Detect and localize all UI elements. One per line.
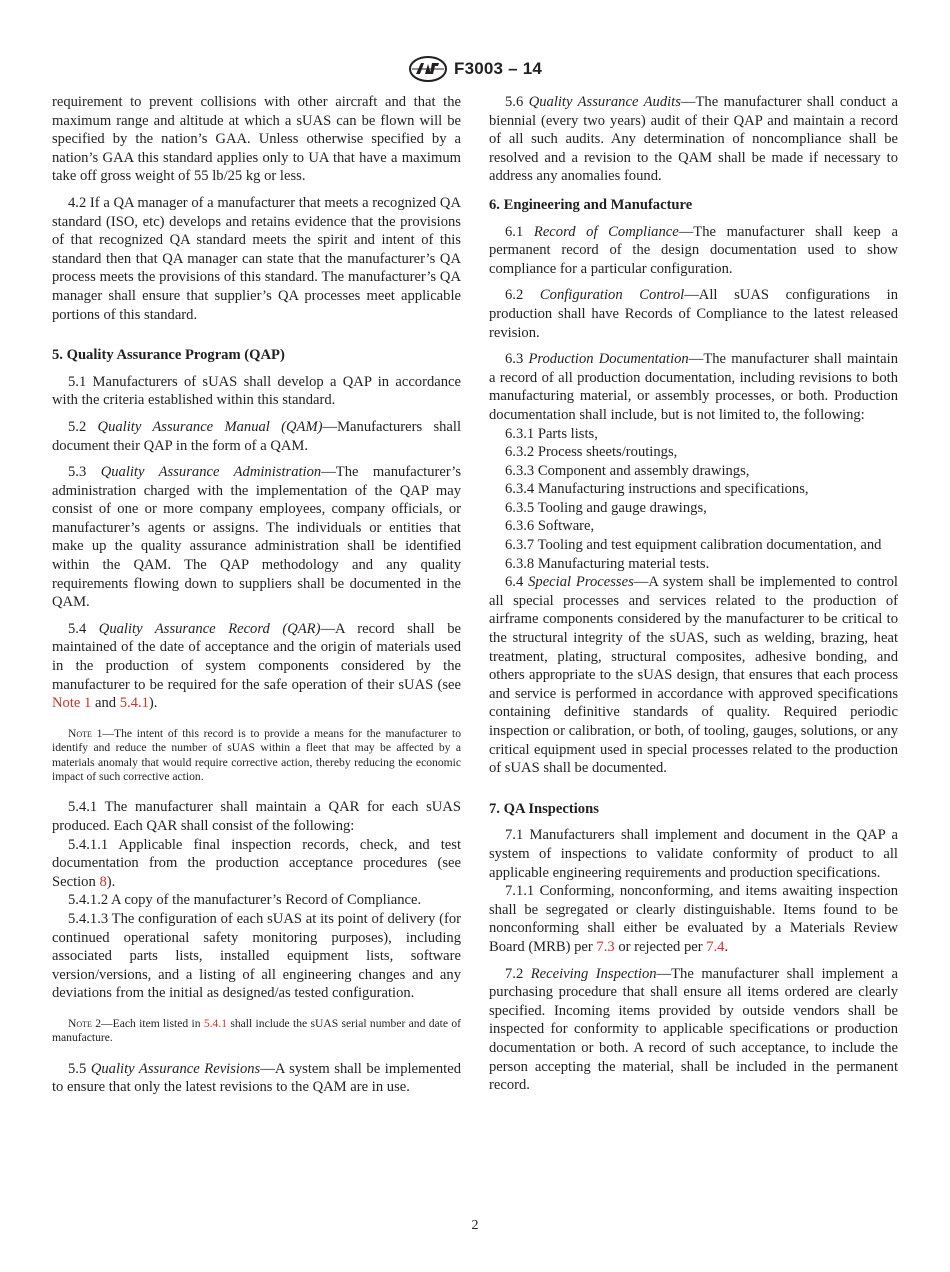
link-5-4-1[interactable]: 5.4.1 xyxy=(119,695,149,712)
link-note-1[interactable]: Note 1 xyxy=(52,695,92,712)
standard-designation: F3003 – 14 xyxy=(453,59,542,78)
note-1: Note 1—The intent of this record is to provide a means for the manufacturer to identify and reduce the number of sUAS within a fleet that may be affected by a materials anomaly that would require corrective action, thereby reducing the economic impact of such corrective action. xyxy=(52,726,461,784)
section-6-heading: 6. Engineering and Manufacture xyxy=(489,196,693,213)
paragraph-5-5: 5.5 Quality Assurance Revisions—A system shall be implemented to ensure that only the latest revisions to the QAM are in use. xyxy=(52,1060,461,1096)
paragraph-6-1: 6.1 Record of Compliance—The manufacturer shall keep a permanent record of the design documentation used to show compliance for a particular configuration. xyxy=(489,223,898,277)
list-item: 6.3.1 Parts lists, xyxy=(505,425,598,442)
list-item: 6.3.4 Manufacturing instructions and specifications, xyxy=(505,481,809,498)
paragraph-5-3: 5.3 Quality Assurance Administration—The manufacturer’s administration charged with the implementation of the QAP may consist of one or more company employees, company officials, or manufacturer’s agents or assigns. The individuals or entities that make up the quality assurance administration shall be identified within the QAM. The QAP methodology and any quality requirements flowing down to suppliers shall be documented in the QAM. xyxy=(52,464,461,611)
section-5-heading: 5. Quality Assurance Program (QAP) xyxy=(52,347,285,364)
list-item: 6.3.8 Manufacturing material tests. xyxy=(505,555,710,572)
paragraph-6-3: 6.3 Production Documentation—The manufacturer shall maintain a record of all production documentation, including revisions to both manufacturing material, or assembly processes, or both. Production documentation shall include, but is not limited to, the following: xyxy=(489,351,899,423)
paragraph-4-1-continued: requirement to prevent collisions with other aircraft and that the maximum range and altitude at which a sUAS can be flown will be specified by the nation’s GAA. Unless otherwise specified by a nation’s GAA this standard applies only to UA that have a maximum take off gross weight of 55 lb/25 kg or less. xyxy=(52,94,461,185)
paragraph-5-1: 5.1 Manufacturers of sUAS shall develop a QAP in accordance with the criteria established within this standard. xyxy=(52,373,461,409)
paragraph-6-4: 6.4 Special Processes—A system shall be implemented to control all special processes and services related to the production of airframe components considered by the manufacturer to be critical to the structural integrity of the sUAS, such as welding, brazing, heat treatment, plating, structural composites, adhesive bonding, and others appropriate to the sUAS design, that ensures that each process and service is performed in accordance with approved specifications containing definitive standards of quality. Required periodic inspection or calibration, or both, of tooling, gauges, solutions, or any critical equipment used in special processes related to the production of sUAS shall be documented. xyxy=(489,574,898,777)
left-column xyxy=(52,93,461,1105)
paragraph-7-1-1: 7.1.1 Conforming, nonconforming, and items awaiting inspection shall be segregated or clearly distinguishable. Items found to be nonconforming shall either be evaluated by a Materials Review Board (MRB) per 7.3 or rejected per 7.4. xyxy=(489,883,898,955)
paragraph-7-1: 7.1 Manufacturers shall implement and document in the QAP a system of inspections to validate conformity of product to all applicable engineering requirements and production specifications. xyxy=(489,827,898,881)
paragraph-5-4: 5.4 Quality Assurance Record (QAR)—A record shall be maintained of the date of acceptance and the origin of materials used in the production of system components considered by the manufacturer to be required for the safe operation of their sUAS (see Note 1 and 5.4.1). xyxy=(52,620,462,712)
page-header xyxy=(0,56,950,82)
list-item: 6.3.5 Tooling and gauge drawings, xyxy=(505,499,707,516)
paragraph-7-2: 7.2 Receiving Inspection—The manufacturer shall implement a purchasing procedure that shall ensure all items ordered are clearly specified. Incoming items provided by outside vendors shall be inspected for conformity to applicable specifications or production documentation or both. A record of such acceptance, to include the person accepting the material, shall be included in the permanent record. xyxy=(489,965,899,1094)
link-section-8[interactable]: 8 xyxy=(99,873,107,890)
astm-logo-icon xyxy=(408,56,448,82)
paragraph-5-4-1: 5.4.1 The manufacturer shall maintain a QAR for each sUAS produced. Each QAR shall consist of the following: xyxy=(52,799,461,835)
paragraph-5-6: 5.6 Quality Assurance Audits—The manufacturer shall conduct a biennial (every two years) audit of their QAP and maintain a record of all such audits. Any determination of noncompliance shall be resolved and a revision to the QAM shall be made if necessary to address any anomalies found. xyxy=(489,94,898,185)
paragraph-5-4-1-3: 5.4.1.3 The configuration of each sUAS at its point of delivery (for continued operational safety monitoring purposes), including associated parts lists, installed equipment lists, software version/versions, and a listing of all engineering changes and any deviations from the initial as designed/as tested configuration. xyxy=(52,911,461,1002)
paragraph-4-2: 4.2 If a QA manager of a manufacturer that meets a recognized QA standard (ISO, etc) develops and retains evidence that the provisions of that recognized QA standard meets the spirit and intent of this standard then that QA manager can state that the manufacturer’s QA process meets the provisions of this standard. The manufacturer’s QA manager shall ensure that supplier’s QA processes meet applicable portions of this standard. xyxy=(52,194,461,323)
list-item: 6.3.7 Tooling and test equipment calibration documentation, and xyxy=(505,537,882,554)
right-column xyxy=(489,93,898,1103)
list-item: 6.3.6 Software, xyxy=(505,518,595,535)
paragraph-5-4-1-2: 5.4.1.2 A copy of the manufacturer’s Record of Compliance. xyxy=(68,892,422,909)
link-7-4[interactable]: 7.4 xyxy=(706,938,725,955)
list-item: 6.3.2 Process sheets/routings, xyxy=(505,444,678,461)
link-7-3[interactable]: 7.3 xyxy=(596,938,615,955)
link-5-4-1-note[interactable]: 5.4.1 xyxy=(203,1016,228,1030)
paragraph-5-4-1-1: 5.4.1.1 Applicable final inspection records, check, and test documentation from the production acceptance procedures (see Section 8). xyxy=(52,836,461,890)
list-item: 6.3.3 Component and assembly drawings, xyxy=(505,462,750,479)
paragraph-6-2: 6.2 Configuration Control—All sUAS configurations in production shall have Records of Compliance to the latest released revision. xyxy=(489,287,898,341)
note-2: Note 2—Each item listed in 5.4.1 shall include the sUAS serial number and date of manufacture. xyxy=(52,1016,461,1045)
section-7-heading: 7. QA Inspections xyxy=(489,800,599,817)
paragraph-5-2: 5.2 Quality Assurance Manual (QAM)—Manufacturers shall document their QAP in the form of a QAM. xyxy=(52,418,462,454)
page-number: 2 xyxy=(471,1218,479,1233)
